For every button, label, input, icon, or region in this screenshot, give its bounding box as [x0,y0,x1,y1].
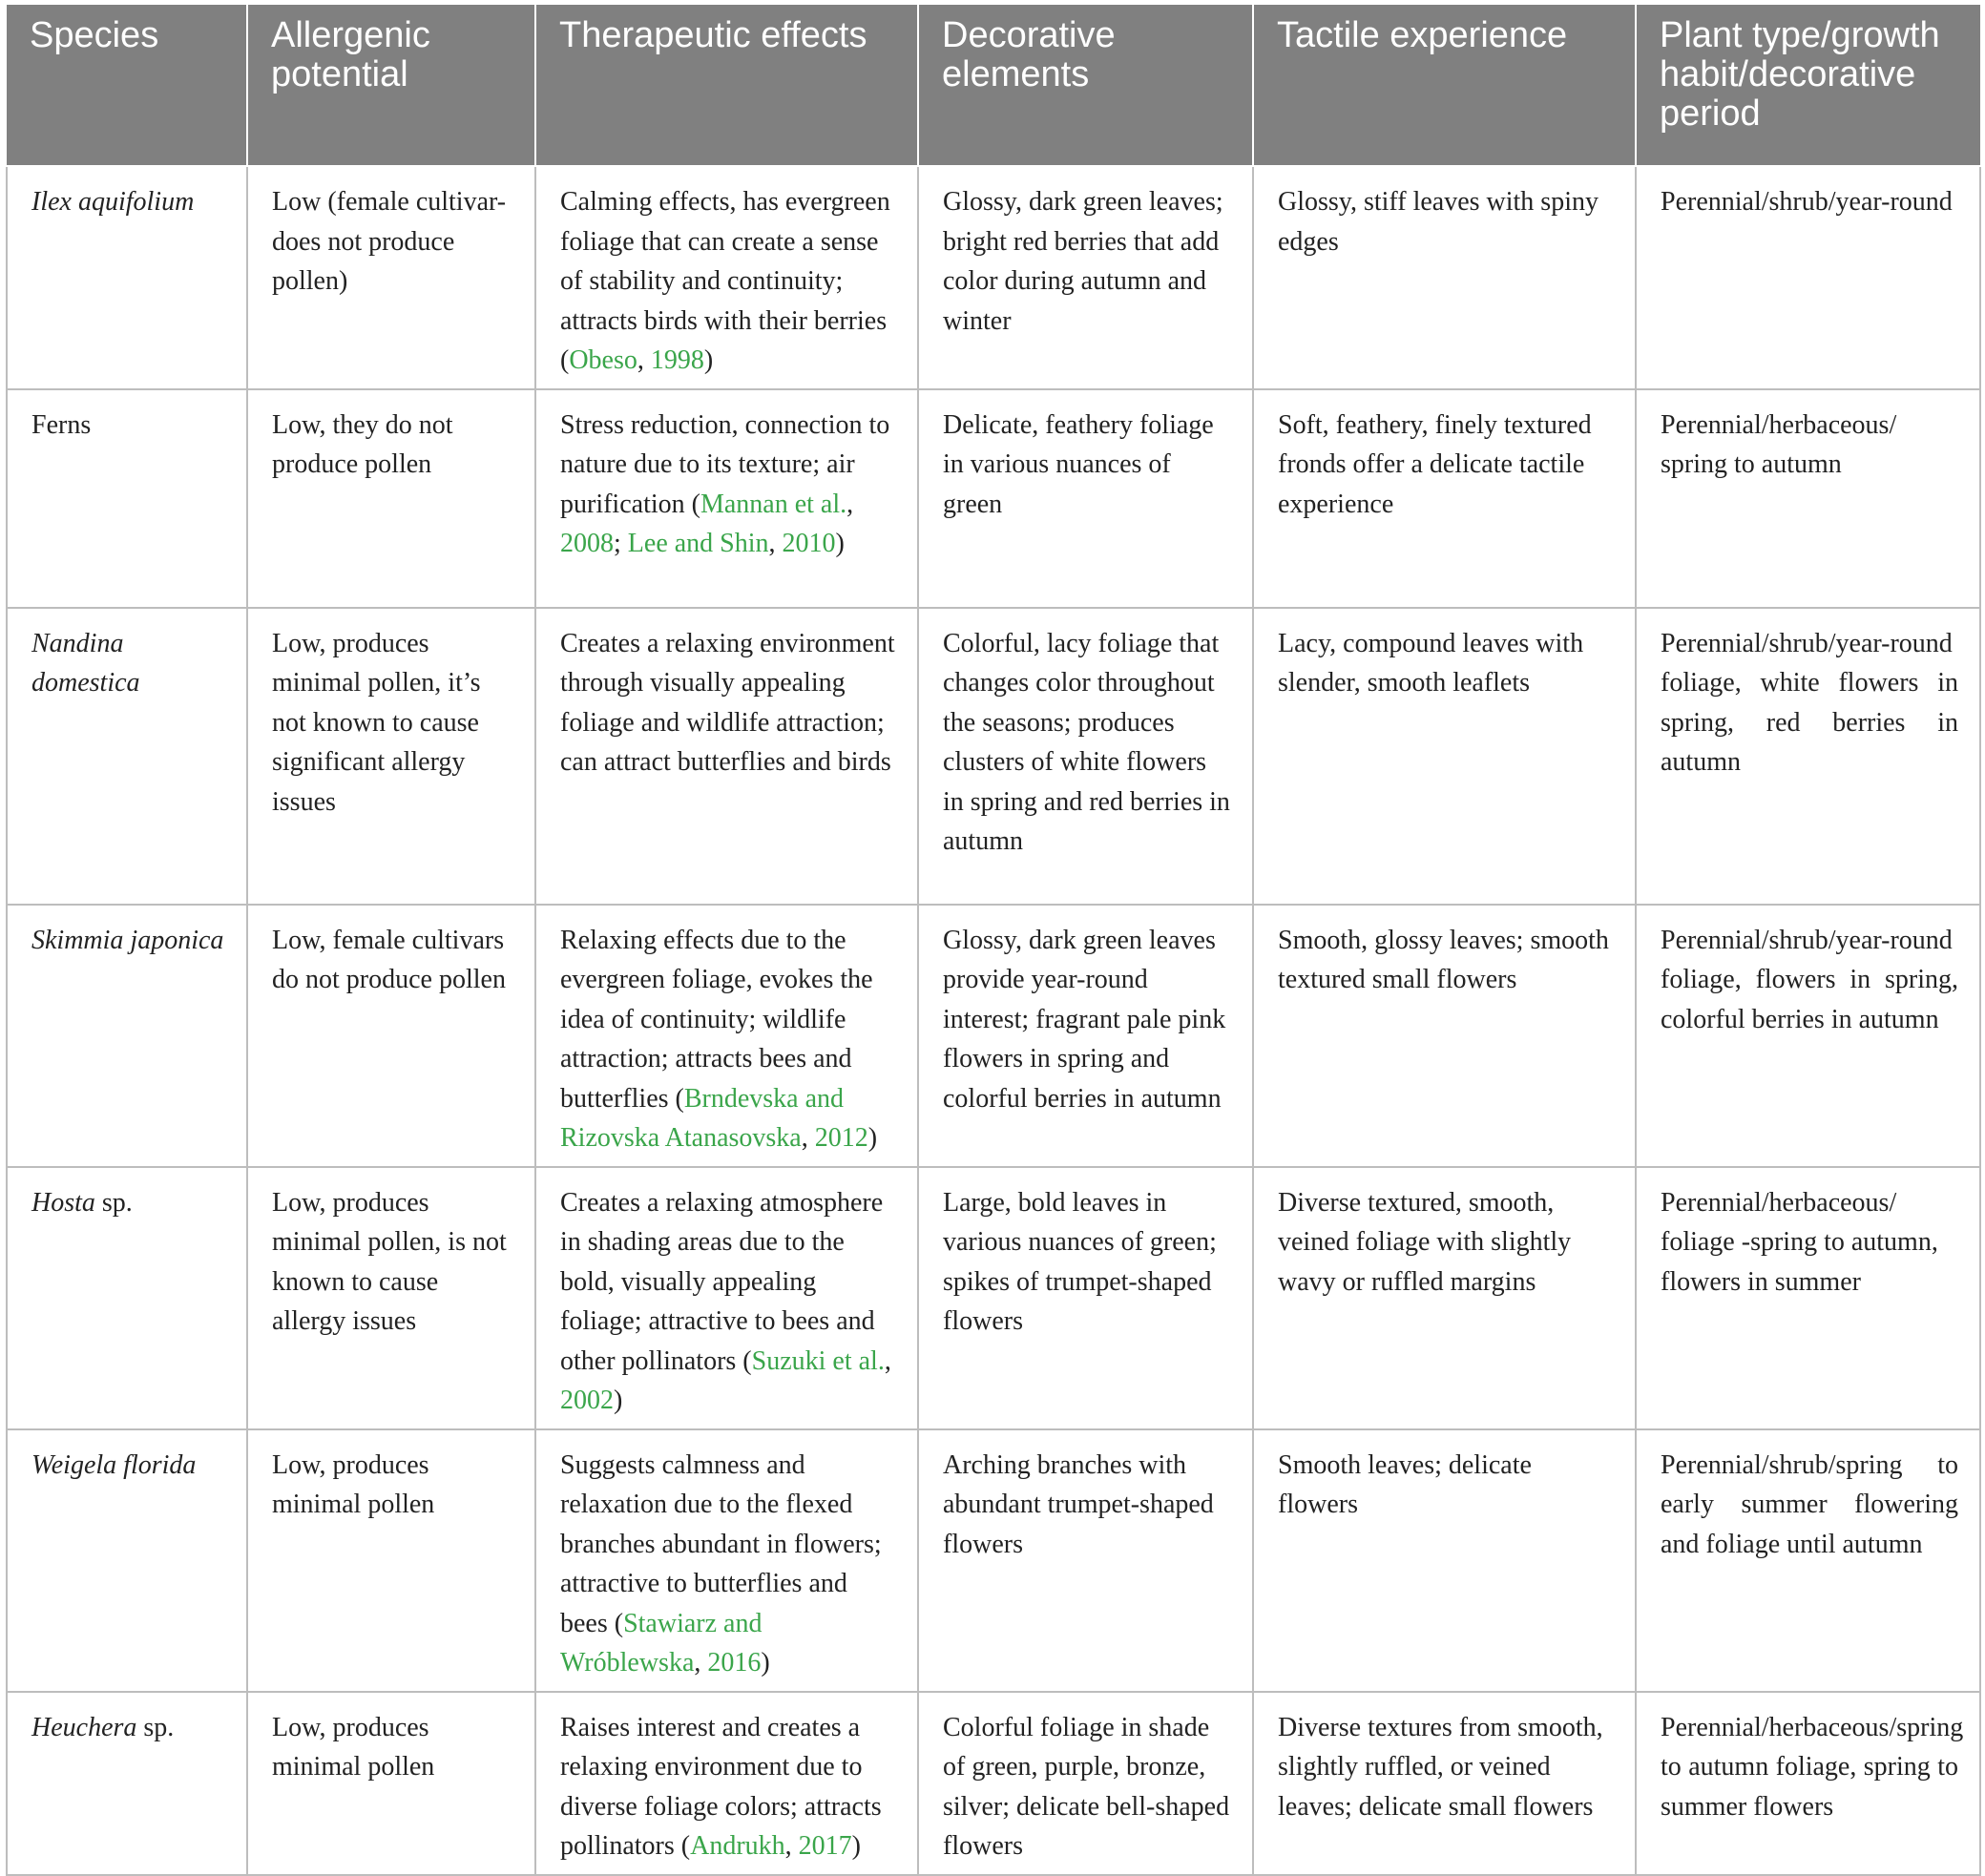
table-row [7,1429,1980,1692]
citation-link-name[interactable]: Lee and Shin [627,529,769,558]
citation-close: ) [867,1123,878,1153]
therapeutic-text: Creates a relaxing environment through visually appealing foliage and wildlife attraction; can attract butterflies and birds [560,628,895,777]
allergenic-cell: Low, produces minimal pollen [247,1429,535,1692]
header-decorative-elements: Decorative elements [918,5,1253,166]
citation-link-year[interactable]: 2016 [707,1648,762,1678]
decorative-cell: Arching branches with abundant trumpet-shaped flowers [918,1429,1253,1692]
citation-link-name[interactable]: Brndevska and Rizovska Atanasovska [560,1083,845,1153]
species-name: Weigela florida [31,1449,197,1480]
tactile-cell: Lacy, compound leaves with slender, smooth leaflets [1253,608,1636,905]
plant-species-table [6,5,1981,1876]
therapeutic-text: Creates a relaxing atmosphere in shading areas due to the bold, visually appealing foliage; attractive to bees and other pollinators ( [560,1187,884,1376]
therapeutic-text: Relaxing effects due to the evergreen foliage, evokes the idea of continuity; wildlife attraction; attracts bees and butterflies ( [560,925,873,1114]
therapeutic-cell [535,905,918,1167]
plant-type-line-1: Perennial/herbaceous/spring [1661,1712,1964,1742]
species-name: Skimmia japonica [31,925,224,955]
citation-close: ) [851,1831,861,1861]
species-cell [7,166,247,389]
citation-link-name[interactable]: Suzuki et al. [751,1345,885,1376]
header-therapeutic-effects: Therapeutic effects [535,5,918,166]
citation-link-name[interactable]: Stawiarz and Wróblewska [560,1608,763,1678]
species-name: Ilex aquifolium [31,187,195,217]
citation-separator: , [884,1345,891,1376]
allergenic-cell: Low (female cultivar- does not produce pollen) [247,166,535,389]
citation-separator: , [694,1648,708,1678]
species-cell [7,608,247,905]
citation-link-name[interactable]: Mannan et al. [700,489,847,519]
citation-separator: , [637,345,651,375]
table-row [7,1692,1980,1875]
citation-link-name[interactable]: Andrukh [690,1831,785,1861]
decorative-cell: Large, bold leaves in various nuances of green; spikes of trumpet-shaped flowers [918,1167,1253,1429]
citation-separator: , [784,1831,799,1861]
allergenic-cell: Low, produces minimal pollen, is not known to cause allergy issues [247,1167,535,1429]
tactile-cell: Diverse textured, smooth, veined foliage with slightly wavy or ruffled margins [1253,1167,1636,1429]
citation-link-year[interactable]: 2002 [560,1386,614,1415]
citation-link-year[interactable]: 2010 [782,529,836,558]
species-name: Heuchera [31,1712,137,1742]
citation-link-year[interactable]: 2012 [814,1123,868,1153]
species-name: Ferns [31,409,92,440]
citation-link-year[interactable]: 2008 [560,529,614,558]
plant-type-cell: Perennial/shrub/year-round foliage, flowers in spring, colorful berries in autumn [1636,905,1980,1167]
citation-separator: , [846,489,854,519]
species-cell [7,905,247,1167]
species-cell [7,389,247,608]
species-cell [7,1429,247,1692]
tactile-cell: Diverse textures from smooth, slightly ruffled, or veined leaves; delicate small flowers [1253,1692,1636,1875]
header-row [7,5,1980,166]
tactile-cell: Smooth, glossy leaves; smooth textured small flowers [1253,905,1636,1167]
therapeutic-cell [535,1167,918,1429]
therapeutic-text: Raises interest and creates a relaxing environment due to diverse foliage colors; attracts pollinators ( [560,1712,882,1861]
plant-type-cell [1636,1692,1980,1875]
decorative-cell: Colorful, lacy foliage that changes color throughout the seasons; produces clusters of white flowers in spring and red berries in autumn [918,608,1253,905]
tactile-cell: Smooth leaves; delicate flowers [1253,1429,1636,1692]
citation-close: ) [761,1648,770,1678]
therapeutic-text: Calming effects, has evergreen foliage that can create a sense of stability and continuity; attracts birds with their berries ( [560,187,890,375]
decorative-cell: Delicate, feathery foliage in various nuances of green [918,389,1253,608]
decorative-cell: Glossy, dark green leaves; bright red berries that add color during autumn and winter [918,166,1253,389]
citation-close: ) [703,345,714,375]
therapeutic-cell [535,166,918,389]
citation-separator: , [768,529,783,558]
therapeutic-cell [535,608,918,905]
decorative-cell: Glossy, dark green leaves provide year-round interest; fragrant pale pink flowers in spring and colorful berries in autumn [918,905,1253,1167]
allergenic-cell: Low, produces minimal pollen [247,1692,535,1875]
therapeutic-cell [535,1429,918,1692]
therapeutic-text: Suggests calmness and relaxation due to the flexed branches abundant in flowers; attractive to butterflies and bees ( [560,1449,882,1638]
species-suffix: sp. [94,1187,133,1218]
citation-close: ) [835,529,845,558]
table-row [7,608,1980,905]
table-wrapper [6,5,1979,1876]
citation-link-year[interactable]: 2017 [798,1831,852,1861]
species-cell [7,1692,247,1875]
header-tactile-experience: Tactile experience [1253,5,1636,166]
therapeutic-cell [535,1692,918,1875]
species-name: Hosta [31,1187,95,1218]
tactile-cell: Soft, feathery, finely textured fronds offer a delicate tactile experience [1253,389,1636,608]
header-allergenic-potential: Allergenic potential [247,5,535,166]
species-cell [7,1167,247,1429]
header-plant-type: Plant type/growth habit/decorative period [1636,5,1980,166]
plant-type-cell: Perennial/shrub/year-round [1636,166,1980,389]
decorative-cell: Colorful foliage in shade of green, purple, bronze, silver; delicate bell-shaped flowers [918,1692,1253,1875]
citation-divider: ; [614,529,628,558]
citation-close: ) [614,1386,623,1415]
table-row [7,166,1980,389]
therapeutic-cell [535,389,918,608]
citation-separator: , [801,1123,815,1153]
citation-link-name[interactable]: Obeso [569,345,637,375]
plant-type-cell: Perennial/shrub/year-round foliage, white flowers in spring, red berries in autumn [1636,608,1980,905]
plant-type-cell: Perennial/shrub/spring to early summer flowering and foliage until autumn [1636,1429,1980,1692]
allergenic-cell: Low, they do not produce pollen [247,389,535,608]
table-row [7,389,1980,608]
species-name: Nandina domestica [31,628,140,698]
table-row [7,905,1980,1167]
allergenic-cell: Low, female cultivars do not produce pollen [247,905,535,1167]
plant-type-cell: Perennial/herbaceous/ foliage -spring to autumn, flowers in summer [1636,1167,1980,1429]
plant-type-line-2: to autumn foliage, spring to summer flowers [1661,1752,1958,1822]
species-suffix: sp. [136,1712,175,1742]
citation-link-year[interactable]: 1998 [650,345,704,375]
tactile-cell: Glossy, stiff leaves with spiny edges [1253,166,1636,389]
plant-type-cell: Perennial/herbaceous/ spring to autumn [1636,389,1980,608]
allergenic-cell: Low, produces minimal pollen, it’s not known to cause significant allergy issues [247,608,535,905]
header-species: Species [7,5,247,166]
therapeutic-text: Stress reduction, connection to nature due to its texture; air purification ( [560,409,890,519]
table-row [7,1167,1980,1429]
